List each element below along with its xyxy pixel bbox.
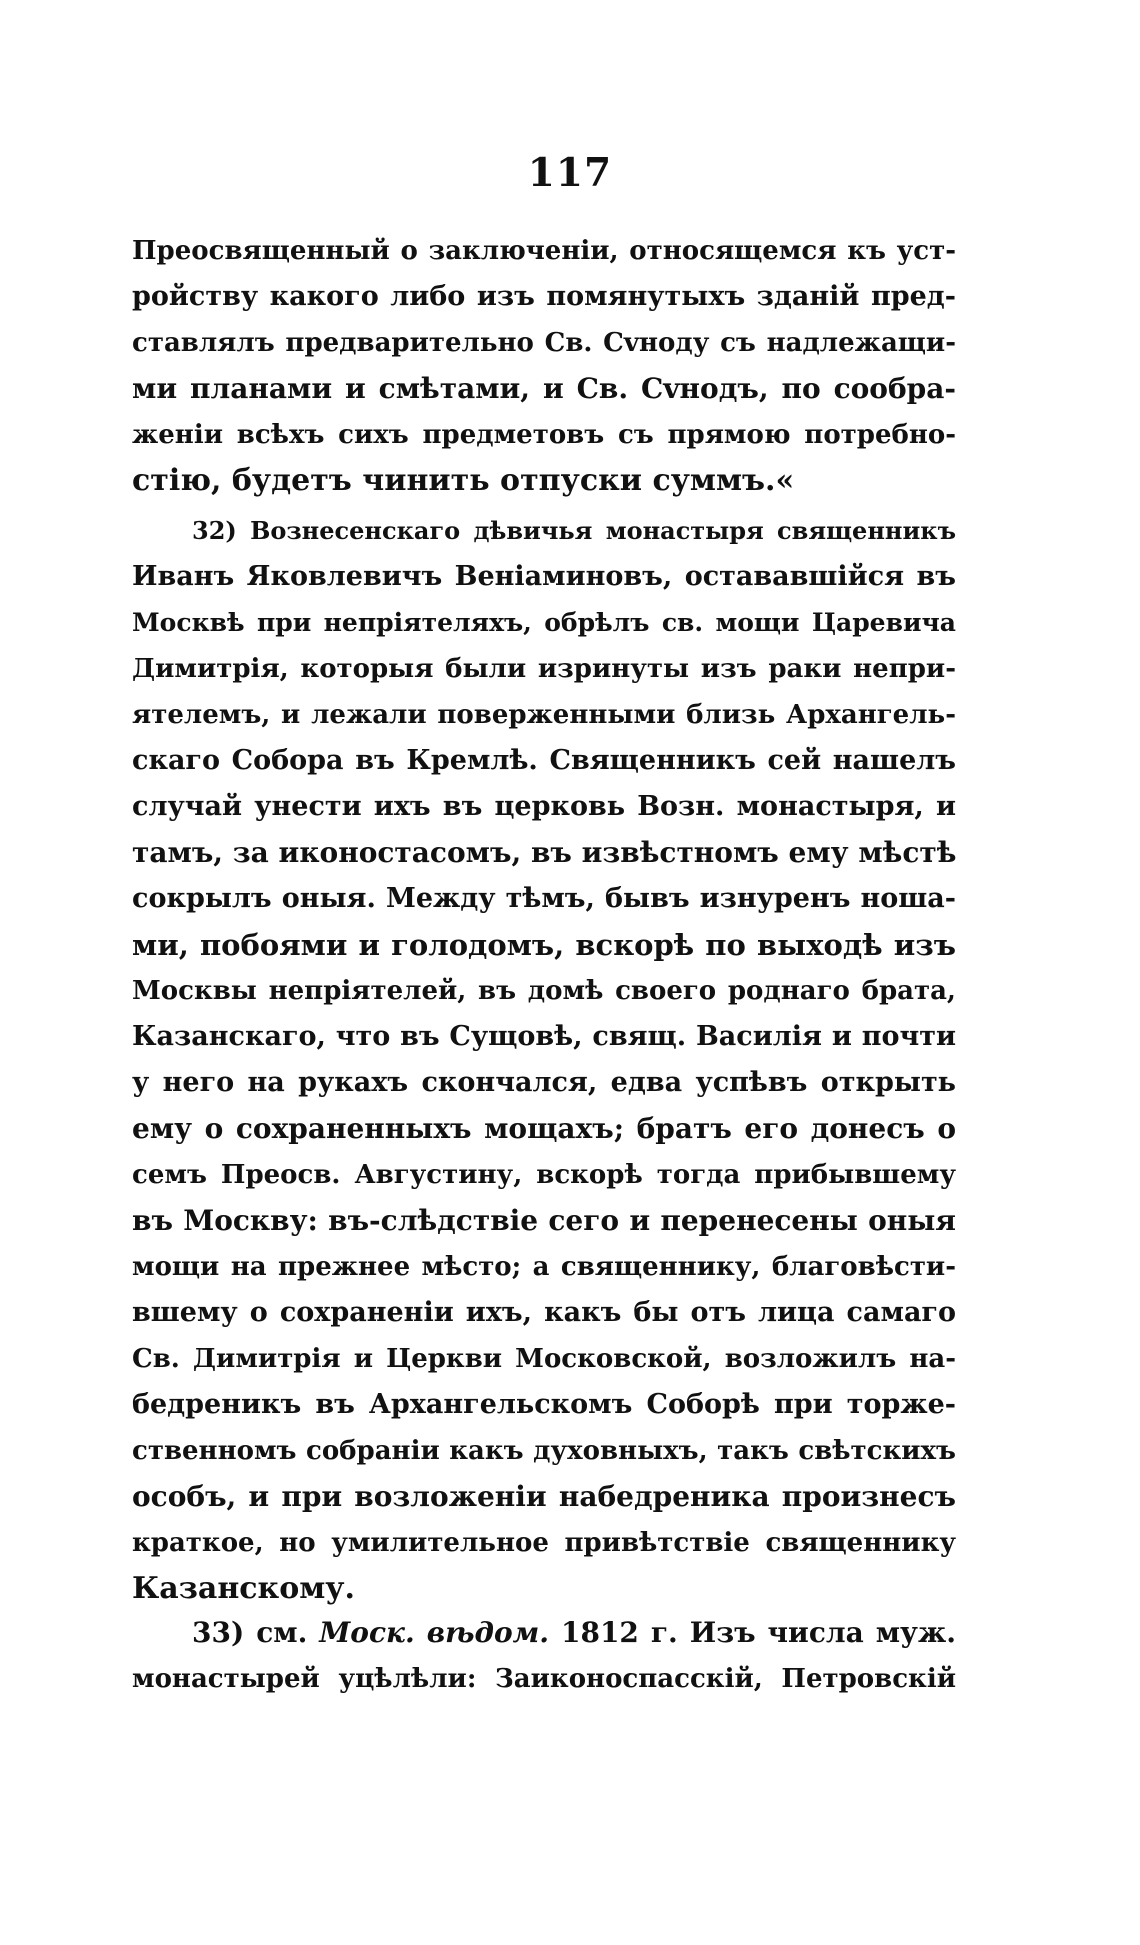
note-32-paragraph [132, 508, 956, 1612]
text-line: случай унести ихъ въ церковь Возн. монастыря, и [132, 791, 956, 822]
text-line: ственномъ собраніи какъ духовныхъ, такъ свѣтскихъ [132, 1436, 956, 1466]
note-33-paragraph [132, 1610, 956, 1702]
text-line: особъ, и при возложеніи набедреника произнесъ [132, 1480, 956, 1513]
text-line: ставлялъ предварительно Св. Сvноду съ надлежащи- [132, 328, 956, 358]
text-line: Казанскому. [132, 1571, 355, 1606]
text-line: 32) Вознесенскаго дѣвичья монастыря священникъ [192, 516, 956, 545]
text-line: женіи всѣхъ сихъ предметовъ съ прямою потребно- [132, 420, 956, 450]
text-line: краткое, но умилительное привѣтствіе священнику [132, 1528, 956, 1558]
text-line: Димитрія, которыя были изринуты изъ раки непри- [132, 654, 956, 684]
source-citation: Моск. вѣдом. [319, 1616, 549, 1649]
note-lead: 33) см. [192, 1616, 308, 1649]
text-line: Москвѣ при непріятеляхъ, обрѣлъ св. мощи Царевича [132, 608, 956, 637]
text-line: бедреникъ въ Архангельскомъ Соборѣ при торже- [132, 1389, 956, 1420]
text-line: Св. Димитрія и Церкви Московской, возложилъ на- [132, 1344, 956, 1374]
text-line: у него на рукахъ скончался, едва успѣвъ открыть [132, 1067, 956, 1098]
text-line: Казанскаго, что въ Сущовѣ, свящ. Василія и почти [132, 1021, 956, 1052]
text-line: мощи на прежнее мѣсто; а священнику, благовѣсти- [132, 1252, 956, 1282]
text-line: ему о сохраненныхъ мощахъ; братъ его донесъ о [132, 1112, 956, 1145]
text-line [132, 1610, 956, 1656]
page-number: 117 [527, 150, 613, 196]
text-line: ройству какого либо изъ помянутыхъ зданій пред- [132, 281, 956, 312]
text-line: ятелемъ, и лежали поверженными близь Архангель- [132, 700, 956, 730]
text-line: сокрылъ оныя. Между тѣмъ, бывъ изнуренъ ноша- [132, 883, 956, 914]
text-line: тамъ, за иконостасомъ, въ извѣстномъ ему мѣстѣ [132, 836, 957, 869]
note-text: 1812 г. Изъ числа муж. [560, 1616, 956, 1649]
text-line: въ Москву: въ-слѣдствіе сего и перенесены оныя [132, 1204, 956, 1237]
text-line: Москвы непріятелей, въ домѣ своего роднаго брата, [132, 976, 956, 1006]
text-line: монастырей уцѣлѣли: Заиконоспасскій, Петровскій [132, 1664, 956, 1694]
text-line: Иванъ Яковлевичъ Веніаминовъ, остававшійся въ [132, 561, 956, 592]
text-line: ми, побоями и голодомъ, вскорѣ по выходѣ изъ [132, 928, 956, 962]
text-line: вшему о сохраненіи ихъ, какъ бы отъ лица самаго [132, 1297, 956, 1328]
text-line: Преосвященный о заключеніи, относящемся къ уст- [132, 236, 956, 266]
paragraph-continuation [132, 228, 956, 504]
text-line: стію, будетъ чинить отпуски суммъ.« [132, 463, 795, 498]
text-line: семъ Преосв. Августину, вскорѣ тогда прибывшему [132, 1160, 956, 1190]
text-line: скаго Собора въ Кремлѣ. Священникъ сей нашелъ [132, 745, 956, 776]
text-line: ми планами и смѣтами, и Св. Сvнодъ, по сообра- [132, 372, 956, 405]
